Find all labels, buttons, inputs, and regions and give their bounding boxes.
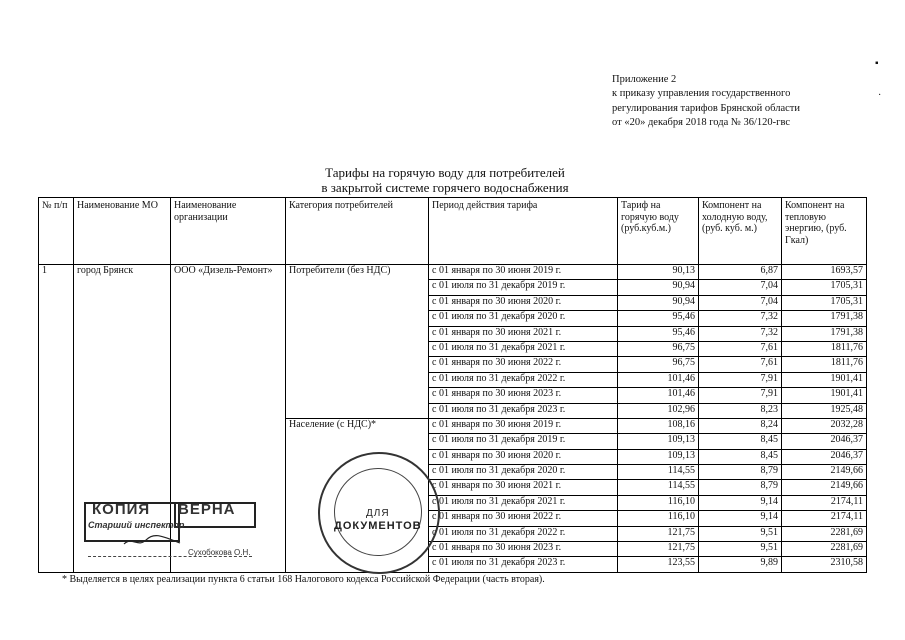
cell-heat: 1925,48: [782, 403, 867, 418]
cell-period: с 01 июля по 31 декабря 2020 г.: [429, 465, 618, 480]
header-category: Категория потребителей: [286, 198, 429, 265]
header-org: Наименование организации: [171, 198, 286, 265]
cell-tariff: 95,46: [618, 326, 699, 341]
appendix-line-2: к приказу управления государственного: [612, 88, 791, 100]
seal-text-line-1: ДЛЯ: [366, 508, 390, 519]
cell-cold: 8,45: [699, 449, 782, 464]
cell-cold: 7,91: [699, 388, 782, 403]
cell-tariff: 109,13: [618, 449, 699, 464]
cell-cold: 8,79: [699, 480, 782, 495]
cell-heat: 2174,11: [782, 511, 867, 526]
footnote: * Выделяется в целях реализации пункта 6 статьи 168 Налогового кодекса Российской Федерации (часть вторая).: [62, 574, 545, 585]
cell-tariff: 109,13: [618, 434, 699, 449]
header-tariff: Тариф на горячую воду (руб.куб.м.): [618, 198, 699, 265]
cell-heat: 1901,41: [782, 388, 867, 403]
cell-period: с 01 января по 30 июня 2023 г.: [429, 542, 618, 557]
appendix-line-4: от «20» декабря 2018 года № 36/120-гвс: [612, 116, 791, 128]
cell-cold: 6,87: [699, 265, 782, 280]
cell-tariff: 123,55: [618, 557, 699, 572]
round-seal-stamp: [318, 452, 440, 574]
cell-period: с 01 января по 30 июня 2023 г.: [429, 388, 618, 403]
cell-period: с 01 июля по 31 декабря 2020 г.: [429, 311, 618, 326]
table-row: [39, 265, 867, 280]
cell-tariff: 96,75: [618, 341, 699, 356]
cell-cold: 9,14: [699, 495, 782, 510]
cell-cold: 8,23: [699, 403, 782, 418]
cell-period: с 01 января по 30 июня 2019 г.: [429, 418, 618, 433]
cell-heat: 2046,37: [782, 434, 867, 449]
cell-period: с 01 января по 30 июня 2021 г.: [429, 326, 618, 341]
cell-tariff: 96,75: [618, 357, 699, 372]
copy-certified-stamp: [78, 498, 256, 562]
cell-period: с 01 июля по 31 декабря 2021 г.: [429, 341, 618, 356]
cell-cold: 9,14: [699, 511, 782, 526]
cell-cold: 7,61: [699, 341, 782, 356]
cell-heat: 1791,38: [782, 326, 867, 341]
cell-period: с 01 января по 30 июня 2022 г.: [429, 357, 618, 372]
cell-period: с 01 января по 30 июня 2020 г.: [429, 295, 618, 310]
cell-tariff: 90,94: [618, 280, 699, 295]
cell-heat: 1791,38: [782, 311, 867, 326]
cell-cold: 9,89: [699, 557, 782, 572]
cell-period: с 01 июля по 31 декабря 2023 г.: [429, 403, 618, 418]
cell-period: с 01 января по 30 июня 2021 г.: [429, 480, 618, 495]
cell-period: с 01 июля по 31 декабря 2022 г.: [429, 526, 618, 541]
cell-num: 1: [39, 265, 74, 573]
cell-cold: 8,24: [699, 418, 782, 433]
cell-cold: 8,79: [699, 465, 782, 480]
header-num: № п/п: [39, 198, 74, 265]
cell-tariff: 101,46: [618, 372, 699, 387]
cell-tariff: 95,46: [618, 311, 699, 326]
cell-heat: 2281,69: [782, 542, 867, 557]
cell-period: с 01 июля по 31 декабря 2019 г.: [429, 434, 618, 449]
cell-cold: 7,04: [699, 295, 782, 310]
cell-period: с 01 января по 30 июня 2019 г.: [429, 265, 618, 280]
header-cold: Компонент на холодную воду, (руб. куб. м.): [699, 198, 782, 265]
cell-period: с 01 июля по 31 декабря 2019 г.: [429, 280, 618, 295]
cell-mo: город Брянск: [74, 265, 171, 573]
cell-period: с 01 июля по 31 декабря 2022 г.: [429, 372, 618, 387]
stamp-word-copy: КОПИЯ: [92, 501, 151, 518]
stamp-underline: [88, 556, 252, 557]
document-title: [250, 165, 640, 195]
cell-tariff: 102,96: [618, 403, 699, 418]
cell-heat: 1811,76: [782, 357, 867, 372]
header-period: Период действия тарифа: [429, 198, 618, 265]
signature-icon: [122, 534, 182, 548]
appendix-block: [612, 73, 897, 130]
table-header-row: [39, 198, 867, 265]
stamp-position: Старший инспектор: [88, 520, 185, 530]
cell-heat: 2310,58: [782, 557, 867, 572]
cell-cold: 9,51: [699, 542, 782, 557]
cell-cold: 7,32: [699, 311, 782, 326]
cell-period: с 01 января по 30 июня 2022 г.: [429, 511, 618, 526]
cell-tariff: 108,16: [618, 418, 699, 433]
cell-heat: 1705,31: [782, 295, 867, 310]
cell-tariff: 121,75: [618, 526, 699, 541]
cell-tariff: 114,55: [618, 480, 699, 495]
header-heat: Компонент на тепловую энергию, (руб. Гкал): [782, 198, 867, 265]
cell-tariff: 121,75: [618, 542, 699, 557]
cell-heat: 2149,66: [782, 480, 867, 495]
title-line-2: в закрытой системе горячего водоснабжения: [321, 180, 569, 195]
seal-text-line-2: ДОКУМЕНТОВ: [334, 520, 422, 532]
scan-mark: ·: [878, 90, 882, 101]
cell-heat: 1705,31: [782, 280, 867, 295]
cell-cold: 7,91: [699, 372, 782, 387]
cell-heat: 2149,66: [782, 465, 867, 480]
appendix-line-3: регулирования тарифов Брянской области: [612, 102, 800, 114]
cell-tariff: 114,55: [618, 465, 699, 480]
appendix-line-1: Приложение 2: [612, 74, 677, 85]
cell-heat: 2174,11: [782, 495, 867, 510]
cell-cold: 8,45: [699, 434, 782, 449]
cell-heat: 1693,57: [782, 265, 867, 280]
cell-tariff: 90,94: [618, 295, 699, 310]
cell-tariff: 116,10: [618, 495, 699, 510]
cell-heat: 1811,76: [782, 341, 867, 356]
cell-heat: 2046,37: [782, 449, 867, 464]
cell-cold: 7,32: [699, 326, 782, 341]
cell-heat: 2281,69: [782, 526, 867, 541]
scan-mark: ▪: [875, 58, 879, 69]
cell-tariff: 116,10: [618, 511, 699, 526]
stamp-name: Сухобокова О.Н.: [188, 548, 251, 557]
cell-tariff: 101,46: [618, 388, 699, 403]
cell-heat: 2032,28: [782, 418, 867, 433]
cell-tariff: 90,13: [618, 265, 699, 280]
stamp-word-true: ВЕРНА: [178, 501, 236, 518]
cell-org: ООО «Дизель-Ремонт»: [171, 265, 286, 573]
cell-cold: 7,61: [699, 357, 782, 372]
title-line-1: Тарифы на горячую воду для потребителей: [325, 165, 565, 180]
cell-period: с 01 июля по 31 декабря 2021 г.: [429, 495, 618, 510]
header-mo: Наименование МО: [74, 198, 171, 265]
cell-heat: 1901,41: [782, 372, 867, 387]
cell-period: с 01 января по 30 июня 2020 г.: [429, 449, 618, 464]
cell-cold: 7,04: [699, 280, 782, 295]
cell-category: Потребители (без НДС): [286, 265, 429, 419]
cell-period: с 01 июля по 31 декабря 2023 г.: [429, 557, 618, 572]
cell-category: Население (с НДС)*: [286, 418, 429, 572]
cell-cold: 9,51: [699, 526, 782, 541]
